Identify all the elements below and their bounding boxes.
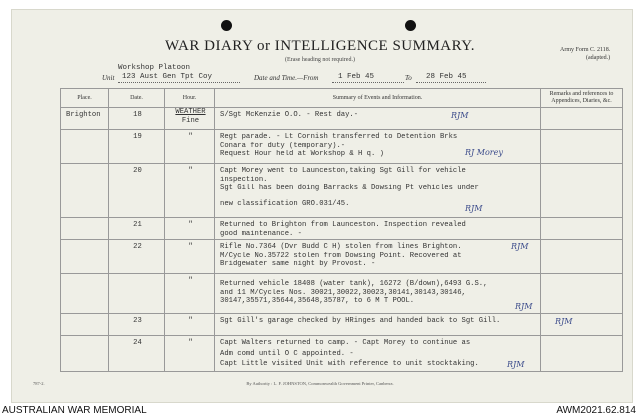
table-row xyxy=(61,274,623,314)
summary-line: Regt parade. - Lt Cornish transferred to Detention Brks xyxy=(220,133,458,141)
unit-date-row xyxy=(102,72,622,84)
summary-line: M/Cycle No.35722 stolen from Dowsing Point. Recovered at xyxy=(220,251,462,260)
remarks-cell xyxy=(541,240,623,274)
punch-hole xyxy=(221,20,232,31)
army-form-number: Army Form C. 2118. xyxy=(560,47,611,53)
initials: RJM xyxy=(465,204,483,213)
date-cell: 18 xyxy=(133,111,142,119)
unit-label: Unit xyxy=(102,74,115,82)
column-header-hour: Hour. xyxy=(165,89,215,108)
summary-line: inspection. xyxy=(220,175,268,184)
diary-table xyxy=(60,88,623,372)
hour-cell: " xyxy=(188,133,193,141)
archive-caption: AUSTRALIAN WAR MEMORIAL xyxy=(2,405,147,416)
hour-cell: " xyxy=(188,221,193,229)
printer-authority: By Authority : L. F. JOHNSTON, Commonwealth Government Printer, Canberra. xyxy=(246,381,394,386)
summary-line: Returned vehicle 18408 (water tank), 16272 (B/down),6493 G.S., xyxy=(220,280,488,288)
remarks-cell xyxy=(541,274,623,314)
remarks-cell xyxy=(541,164,623,218)
date-cell: 24 xyxy=(133,339,142,347)
initials: RJM xyxy=(507,360,525,369)
unit-value: 123 Aust Gen Tpt Coy xyxy=(122,73,213,81)
summary-line: and 11 M/Cycles Nos. 30021,30022,30023,30141,30143,30146, xyxy=(220,288,466,297)
summary-line: 30147,35571,35644,35648,35787, to 6 M T POOL. xyxy=(220,297,415,306)
page-title: WAR DIARY or INTELLIGENCE SUMMARY. xyxy=(165,38,475,54)
initials: RJ Morey xyxy=(465,148,503,157)
summary-line: new classification GRO.031/45. xyxy=(220,199,350,208)
table-row xyxy=(61,164,623,218)
table-row xyxy=(61,218,623,240)
table-row xyxy=(61,314,623,336)
date-time-label: Date and Time.—From xyxy=(254,74,319,82)
weather-value: Fine xyxy=(181,116,200,125)
page-subtitle: (Erase heading not required.) xyxy=(285,57,355,63)
column-header-place: Place. xyxy=(61,89,109,108)
army-form-note: (adapted.) xyxy=(586,55,611,61)
unit-name: Workshop Platoon xyxy=(118,64,191,72)
date-cell: 19 xyxy=(133,133,142,141)
hour-cell: " xyxy=(188,167,193,175)
form-number: 787-2. xyxy=(33,381,45,386)
date-cell: 21 xyxy=(133,221,142,229)
summary-line: S/Sgt McKenzie O.O. - Rest day.- xyxy=(220,111,359,119)
column-header-summary: Summary of Events and Information. xyxy=(215,89,541,108)
from-date: 1 Feb 45 xyxy=(338,73,375,81)
table-row xyxy=(61,336,623,372)
summary-line: Adm comd until O C appointed. - xyxy=(220,349,354,358)
remarks-cell xyxy=(541,218,623,240)
table-row xyxy=(61,240,623,274)
date-cell xyxy=(109,274,164,277)
summary-line: Capt Little visited Unit with reference to unit stocktaking. xyxy=(220,360,479,369)
hour-cell: " xyxy=(188,277,193,285)
summary-line: good maintenance. - xyxy=(220,229,302,238)
summary-line: Bridgewater same night by Provost. - xyxy=(220,260,376,269)
summary-line: Conara for duty (temporary).- xyxy=(220,141,346,150)
remarks-cell xyxy=(541,314,623,336)
date-cell: 22 xyxy=(133,243,142,251)
archive-reference: AWM2021.62.814 xyxy=(556,405,636,416)
remarks-cell xyxy=(541,336,623,372)
summary-line: Capt Morey went to Launceston,taking Sgt Gill for vehicle xyxy=(220,167,466,175)
hour-cell: " xyxy=(188,339,193,347)
date-cell: 20 xyxy=(133,167,142,175)
date-cell: 23 xyxy=(133,317,142,325)
to-label: To xyxy=(405,74,412,82)
remarks-cell xyxy=(541,108,623,130)
summary-line: Capt Walters returned to camp. - Capt Morey to continue as xyxy=(220,339,471,347)
hour-cell: " xyxy=(188,317,193,325)
weather-label: WEATHER xyxy=(175,108,206,116)
place-cell: Brighton xyxy=(66,111,101,119)
remarks-cell xyxy=(541,130,623,164)
summary-line: Rifle No.7364 (Dvr Budd C H) stolen from lines Brighton. xyxy=(220,243,462,251)
hour-cell xyxy=(165,108,214,125)
summary-line: Sgt Gill has been doing Barracks & Dowsing Pt vehicles under xyxy=(220,184,479,193)
to-date: 28 Feb 45 xyxy=(426,73,467,81)
summary-line: Request Hour held at Workshop & H q. ) xyxy=(220,150,384,159)
summary-line: Returned to Brighton from Launceston. Inspection revealed xyxy=(220,221,466,229)
hour-cell: " xyxy=(188,243,193,251)
initials: RJM xyxy=(511,242,529,251)
initials: RJM xyxy=(555,317,573,326)
army-form-label xyxy=(560,46,610,62)
table-row xyxy=(61,108,623,130)
punch-hole xyxy=(405,20,416,31)
table-header-row xyxy=(61,89,623,108)
column-header-remarks: Remarks and references to Appendices, Diaries, &c. xyxy=(541,89,623,108)
initials: RJM xyxy=(515,302,533,311)
summary-line: Sgt Gill's garage checked by HRinges and handed back to Sgt Gill. xyxy=(220,317,501,325)
column-header-date: Date. xyxy=(109,89,165,108)
initials: RJM xyxy=(451,111,469,120)
table-row xyxy=(61,130,623,164)
